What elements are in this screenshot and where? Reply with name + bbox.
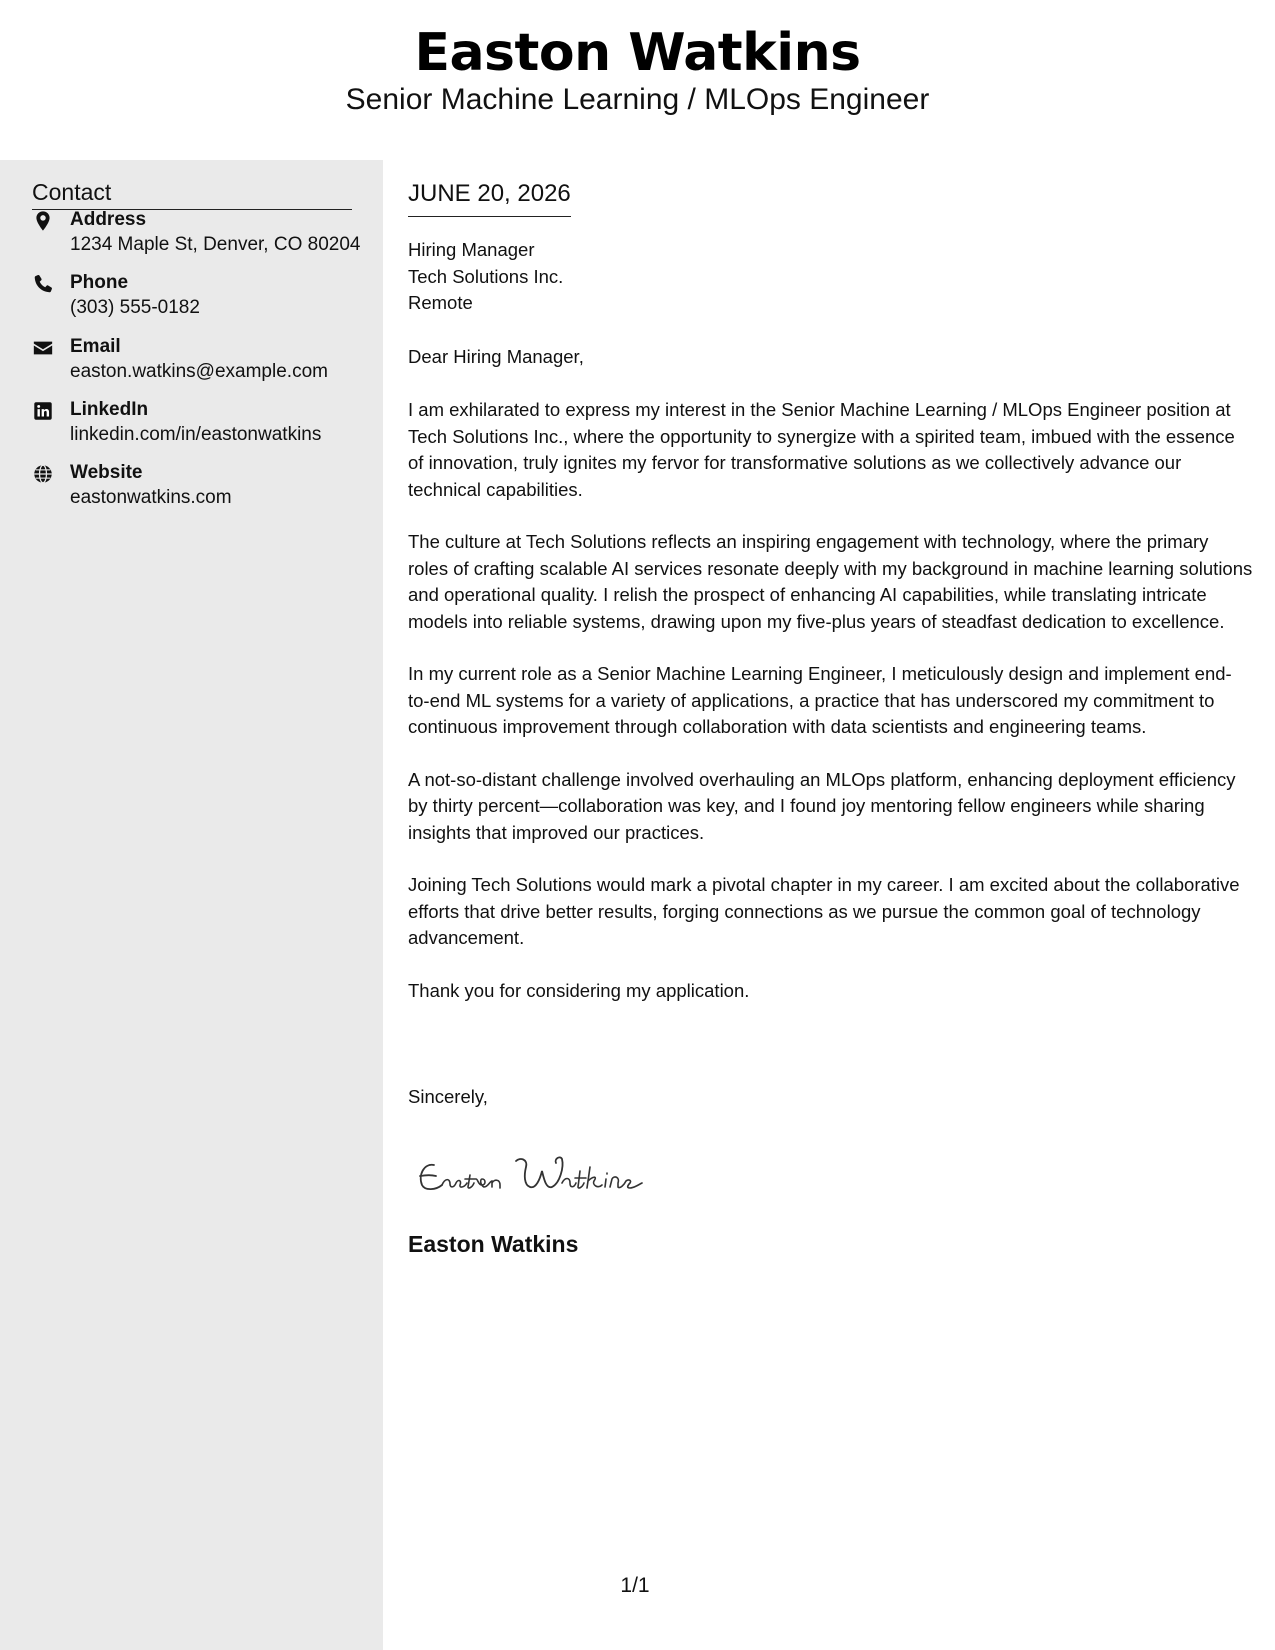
- contact-address: [32, 208, 372, 264]
- contact-value: easton.watkins@example.com: [70, 361, 328, 382]
- letter-body: [408, 160, 1253, 1650]
- contact-phone: [32, 271, 372, 327]
- phone-icon: [32, 273, 54, 295]
- contact-linkedin: [32, 398, 372, 454]
- envelope-icon: [32, 337, 54, 359]
- linkedin-icon: [32, 400, 54, 422]
- contact-label: LinkedIn: [70, 399, 149, 420]
- page-number: 1/1: [620, 1574, 650, 1597]
- greeting: Dear Hiring Manager,: [408, 346, 584, 367]
- letter-header: [0, 0, 1275, 160]
- body-paragraph: The culture at Tech Solutions reflects an inspiring engagement with technology, where the primary roles of crafting scalable AI services resonate deeply with my background in machine learning solutions and operational quality. I relish the prospect of enhancing AI capabilities, while translating intricate models into reliable systems, drawing upon my five-plus years of steadfast dedication to excellence.: [408, 531, 1253, 632]
- contact-label: Phone: [70, 272, 129, 293]
- location-pin-icon: [32, 210, 54, 232]
- closing: Sincerely,: [408, 1086, 488, 1107]
- contact-value: linkedin.com/in/eastonwatkins: [70, 424, 322, 445]
- body-paragraph: Joining Tech Solutions would mark a pivotal chapter in my career. I am excited about the collaborative efforts that drive better results, forging connections as we pursue the common goal of technology advancement.: [408, 874, 1240, 948]
- applicant-name: Easton Watkins: [414, 23, 861, 83]
- recipient-line: Hiring Manager: [408, 239, 535, 260]
- contact-heading: Contact: [32, 176, 352, 210]
- contact-email: [32, 335, 372, 391]
- contact-website: [32, 461, 372, 517]
- signer-name: Easton Watkins: [408, 1231, 579, 1257]
- contact-value: (303) 555-0182: [70, 297, 200, 318]
- letter-date: JUNE 20, 2026: [408, 178, 571, 217]
- contact-label: Website: [70, 462, 143, 483]
- body-paragraph: A not-so-distant challenge involved overhauling an MLOps platform, enhancing deployment efficiency by thirty percent—collaboration was key, and I found joy mentoring fellow engineers while sharing insights that improved our practices.: [408, 768, 1236, 843]
- recipient-line: Remote: [408, 292, 473, 313]
- recipient-block: [408, 237, 563, 317]
- recipient-line: Tech Solutions Inc.: [408, 265, 564, 287]
- handwritten-signature: [412, 1145, 672, 1205]
- body-paragraph: Thank you for considering my application.: [408, 979, 750, 1001]
- globe-icon: [32, 463, 54, 485]
- contact-label: Email: [70, 336, 121, 357]
- contact-sidebar: [0, 160, 383, 1650]
- body-paragraph: I am exhilarated to express my interest in the Senior Machine Learning / MLOps Engineer position at Tech Solutions Inc., where the opportunity to synergize with a spirited team, imbued with the essence of innovation, truly ignites my fervor for transformative solutions as we collectively advance our technical capabilities.: [408, 399, 1235, 500]
- body-paragraph: In my current role as a Senior Machine Learning Engineer, I meticulously design and implement end-to-end ML systems for a variety of applications, a practice that has underscored my commitment to continuous improvement through collaboration with data scientists and engineering teams.: [408, 663, 1232, 737]
- contact-value: 1234 Maple St, Denver, CO 80204: [70, 234, 361, 255]
- letter-paragraphs: [408, 397, 1253, 1030]
- applicant-title: Senior Machine Learning / MLOps Engineer: [345, 83, 930, 116]
- contact-value: eastonwatkins.com: [70, 487, 232, 508]
- contact-label: Address: [70, 209, 147, 230]
